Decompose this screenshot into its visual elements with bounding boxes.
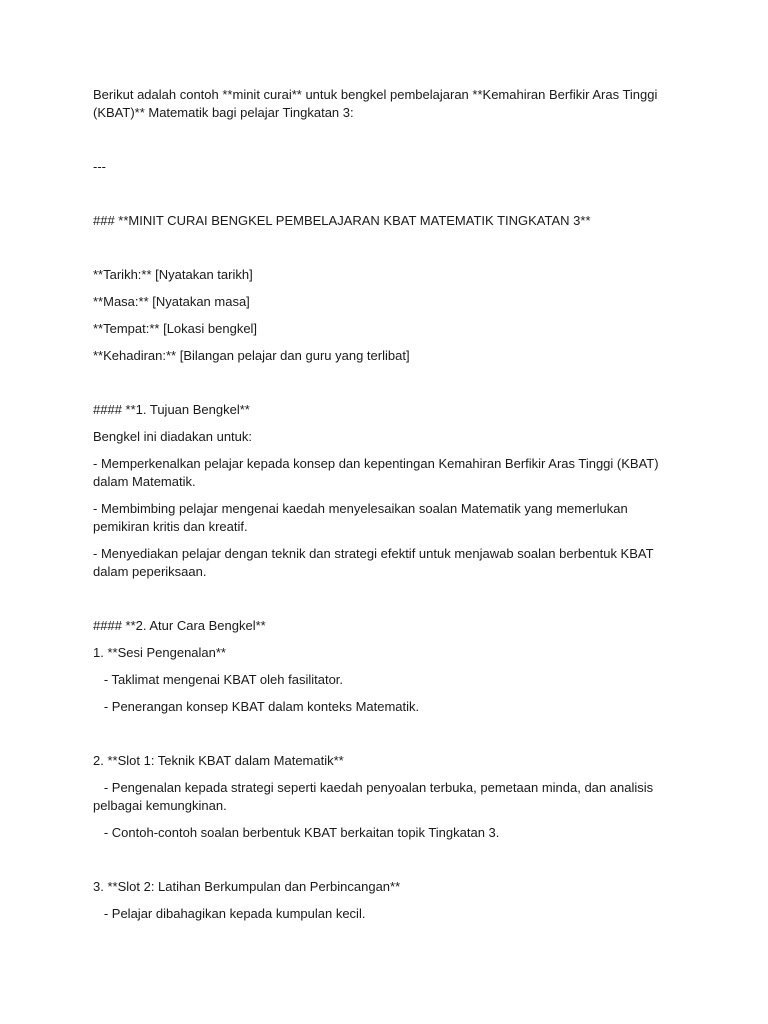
meta-tempat: **Tempat:** [Lokasi bengkel] [93,321,258,336]
section1-item: - Memperkenalkan pelajar kepada konsep dan kepentingan Kemahiran Berfikir Aras Tinggi (KBAT) dalam Matematik. [93,456,663,489]
section2-item2-sub: - Pengenalan kepada strategi seperti kaedah penyoalan terbuka, pemetaan minda, dan analisis pelbagai kemungkinan. [93,780,657,813]
section2-item1-title: 1. **Sesi Pengenalan** [93,645,226,660]
section2-item2-title: 2. **Slot 1: Teknik KBAT dalam Matematik** [93,753,344,768]
section1-heading: #### **1. Tujuan Bengkel** [93,402,250,417]
section2-heading: #### **2. Atur Cara Bengkel** [93,618,266,633]
section1-item: - Membimbing pelajar mengenai kaedah menyelesaikan soalan Matematik yang memerlukan pemikiran kritis dan kreatif. [93,501,632,534]
intro-paragraph: Berikut adalah contoh **minit curai** untuk bengkel pembelajaran **Kemahiran Berfikir Aras Tinggi (KBAT)** Matematik bagi pelajar Tingkatan 3: [93,87,661,120]
separator-line: --- [93,159,106,174]
section1-item: - Menyediakan pelajar dengan teknik dan strategi efektif untuk menjawab soalan berbentuk KBAT dalam peperiksaan. [93,546,657,579]
section2-item2-sub: - Contoh-contoh soalan berbentuk KBAT berkaitan topik Tingkatan 3. [93,825,500,840]
section2-item1-sub: - Taklimat mengenai KBAT oleh fasilitator. [93,672,344,687]
document-title: ### **MINIT CURAI BENGKEL PEMBELAJARAN KBAT MATEMATIK TINGKATAN 3** [93,213,591,228]
document-page [93,86,683,923]
section2-item3-sub: - Pelajar dibahagikan kepada kumpulan kecil. [93,906,366,921]
meta-kehadiran: **Kehadiran:** [Bilangan pelajar dan guru yang terlibat] [93,348,410,363]
meta-tarikh: **Tarikh:** [Nyatakan tarikh] [93,267,253,282]
section2-item1-sub: - Penerangan konsep KBAT dalam konteks Matematik. [93,699,420,714]
meta-masa: **Masa:** [Nyatakan masa] [93,294,250,309]
section2-item3-title: 3. **Slot 2: Latihan Berkumpulan dan Perbincangan** [93,879,401,894]
section1-lead: Bengkel ini diadakan untuk: [93,429,253,444]
